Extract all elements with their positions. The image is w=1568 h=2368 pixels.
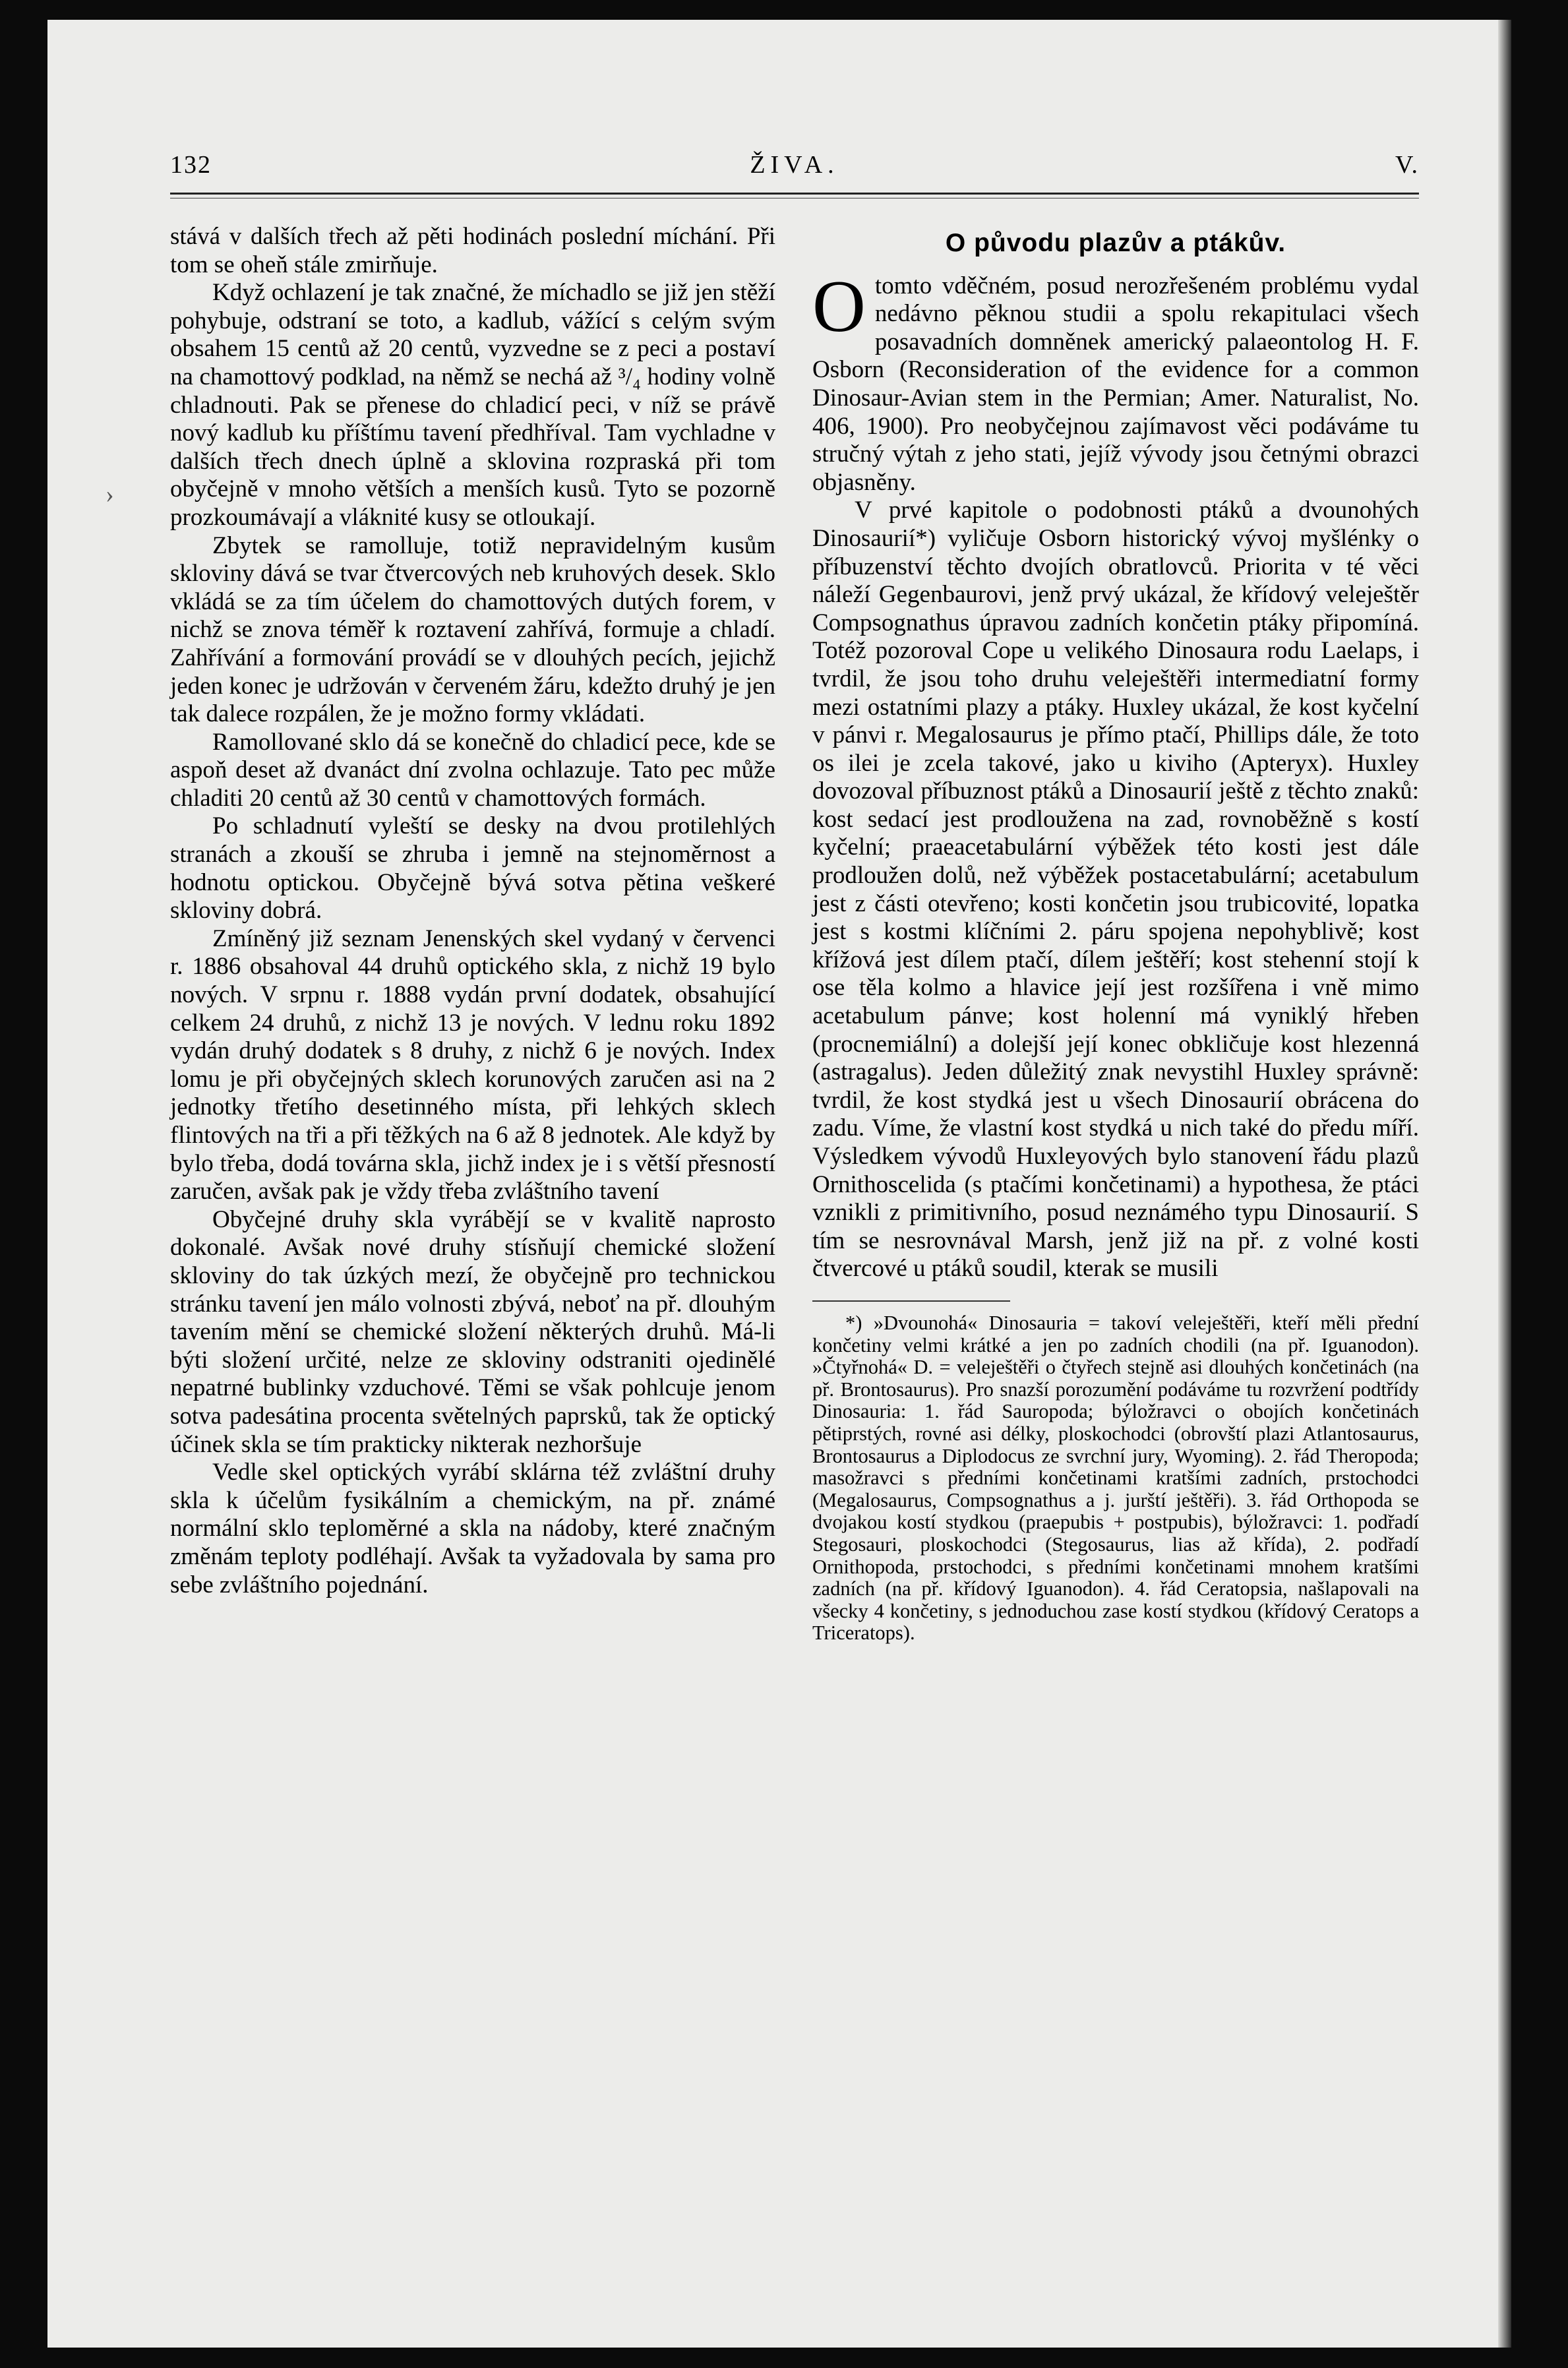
paragraph: Když ochlazení je tak značné, že míchadlo se již jen stěží pohybuje, odstraní se toto, a kadlub, vážící s celým svým obsahem 15 centů až 20 centů, vyzvedne se z peci a postaví na chamottový podklad, na němž se nechá až ³/₄ hodiny volně chladnouti. Pak se přenese do chladicí peci, v níž se právě nový kadlub ku příštímu tavení předhříval. Tam vychladne v dalších třech dnech úplně a sklovina rozpraská při tom obyčejně v mnoho větších a menších kusů. Tyto se pozorně prozkoumávají a vláknité kusy se otloukají. bbox=[170, 279, 775, 531]
footnote bbox=[812, 1312, 1419, 1645]
right-column bbox=[812, 223, 1419, 1645]
margin-mark: › bbox=[106, 481, 114, 508]
paragraph: V prvé kapitole o podobnosti ptáků a dvounohých Dinosaurií*) vyličuje Osborn historický vývoj myšlénky o příbuzenství těchto dvojích obratlovců. Priorita v té věci náleží Gegenbaurovi, jenž prvý ukázal, že křídový veleještěr Compsognathus úpravou zadních končetin ptáky připomíná. Totéž pozoroval Cope u velikého Dinosaura rodu Laelaps, i tvrdil, že jsou toho druhu veleještěři intermediatní formy mezi ostatními plazy a ptáky. Huxley ukázal, že kost kyčelní v pánvi r. Megalosaurus je přímo ptačí, Phillips dále, že toto os ilei je zcela takové, jako u kiviho (Apteryx). Huxley dovozoval příbuznost ptáků a Dinosaurií ještě z těchto znaků: kost sedací jest prodloužena na zad, rovnoběžně s kostí kyčelní; praeacetabulární výběžek této kosti jest dále prodloužen dolů, než výběžek postacetabulární; acetabulum jest z části otevřeno; kosti končetin jsou trubicovité, lopatka jest s kostmi klíčními 2. páru spojena nepohyblivě; kost křížová jest dílem ptačí, dílem ještěří; kost stehenní stojí k ose těla kolmo a hlavice její jest rozšířena i vně mimo acetabulum pánve; kost holenní má vyniklý hřeben (procnemiální) a dolejší její konec obkličuje kost hlezenná (astragalus). Jeden důležitý znak nevystihl Huxley správně: tvrdil, že kost stydká jest u všech Dinosaurií obrácena do zadu. Víme, že vlastní kost stydká u nich také do předu míří. Výsledkem vývodů Huxleyových bylo stanovení řádu plazů Ornithoscelida (s ptačími končetinami) a hypothesa, že ptáci vznikli z primitivního, posud neznámého typu Dinosaurií. S tím se nesrovnával Marsh, jenž již na př. z volné kosti čtvercové u ptáků soudil, kterak se musili bbox=[812, 497, 1419, 1283]
journal-title: ŽIVA. bbox=[750, 151, 839, 179]
drop-cap: O bbox=[812, 265, 866, 348]
header-rule-thick bbox=[170, 193, 1419, 195]
footnote-text: *) »Dvounohá« Dinosauria = takoví veleještěři, kteří měli přední končetiny velmi krátké a jen po zadních chodili (na př. Iguanodon). »Čtyřnohá« D. = veleještěři o čtyřech stejně asi dlouhých končetinách (na př. Brontosaurus). Pro snazší porozumění podáváme tu rozvržení podtřídy Dinosauria: 1. řád Sauropoda; býložravci o obojích končetinách pětiprstých, rovné asi délky, ploskochodci (obrovští plazi Atlantosaurus, Brontosaurus a Diplodocus ze svrchní jury, Wyoming). 2. řád Theropoda; masožravci s předními končetinami kratšími zadních, prstochodci (Megalosaurus, Compsognathus a j. jurští ještěři). 3. řád Orthopoda se dvojakou kostí stydkou (praepubis + postpubis), býložravci: 1. podřadí Stegosauri, ploskochodci (Stegosaurus, lias až křída), 2. podřadí Ornithopoda, prstochodci, s předními končetinami mnohem kratšími zadních (na př. křídový Iguanodon). 4. řád Ceratopsia, našlapovali na všecky 4 končetiny, s jednoduchou zase kostí stydkou (křídový Ceratops a Triceratops). bbox=[812, 1311, 1419, 1645]
paragraph: Obyčejné druhy skla vyrábějí se v kvalitě naprosto dokonalé. Avšak nové druhy stísňují chemické složení skloviny do tak úzkých mezí, že obyčejně pro technickou stránku tavení jen málo volnosti zbývá, neboť na př. dlouhým tavením mění se chemické složení některých druhů. Má-li býti složení určité, nelze ze skloviny odstraniti ojedinělé nepatrné bublinky vzduchové. Těmi se však pohlcuje jenom sotva padesátina procenta světelných paprsků, tak že optický účinek skla se tím prakticky nikterak nezhoršuje bbox=[170, 1205, 775, 1458]
paragraph: Zbytek se ramolluje, totiž nepravidelným kusům skloviny dává se tvar čtvercových neb kruhových desek. Sklo vkládá se za tím účelem do chamottových dutých forem, v nichž se znova téměř k roztavení zahřívá, formuje a chladí. Zahřívání a formování provádí se v dlouhých pecích, jejichž jeden konec je udržován v červeném žáru, kdežto druhý je jen tak dalece rozpálen, že je možno formy vkládati. bbox=[170, 531, 775, 728]
running-header bbox=[170, 146, 1419, 186]
paragraph: Po schladnutí vyleští se desky na dvou protilehlých stranách a zkouší se zhruba i jemně na stejnoměrnost a hodnotu optickou. Obyčejně bývá sotva pětina veškeré skloviny dobrá. bbox=[170, 812, 775, 925]
footnote-divider bbox=[812, 1300, 1010, 1302]
page-number: 132 bbox=[170, 151, 212, 179]
article-title: O původu plazův a ptákův. bbox=[945, 229, 1286, 257]
left-column bbox=[170, 223, 775, 1599]
paragraph: Ramollované sklo dá se konečně do chladicí pece, kde se aspoň deset až dvanáct dní zvolna ochlazuje. Tato pec může chladiti 20 centů až 30 centů v chamottových formách. bbox=[170, 728, 775, 812]
paragraph: tomto vděčném, posud nerozřešeném problému vydal nedávno pěknou studii a spolu rekapitulaci všech posavadních domněnek americký palaeontolog H. F. Osborn (Reconsideration of the evidence for a common Dinosaur-Avian stem in the Permian; Amer. Naturalist, No. 406, 1900). Pro neobyčejnou zajímavost věci podáváme tu stručný výtah z jeho stati, jejíž vývody jsou četnými obrazci objasněny. bbox=[812, 272, 1419, 496]
page-edge-shadow bbox=[1498, 20, 1511, 2348]
volume-number: V. bbox=[1395, 151, 1419, 179]
paragraph: Zmíněný již seznam Jenenských skel vydaný v červenci r. 1886 obsahoval 44 druhů optického skla, z nichž 19 bylo nových. V srpnu r. 1888 vydán první dodatek, obsahující celkem 24 druhů, z nichž 13 je nových. V lednu roku 1892 vydán druhý dodatek s 8 druhy, z nichž 6 je nových. Index lomu je při obyčejných sklech korunových zaručen asi na 2 jednotky třetího desetinného místa, při lehkých sklech flintových na tři a při těžkých na 6 až 8 jednotek. Ale když by bylo třeba, dodá továrna skla, jichž index je i s větší přesností zaručen, avšak pak je vždy třeba zvláštního tavení bbox=[170, 925, 775, 1205]
paragraph: Vedle skel optických vyrábí sklárna též zvláštní druhy skla k účelům fysikálním a chemickým, na př. známé normální sklo teploměrné a skla na nádoby, které značným změnám teploty podléhají. Avšak ta vyžadovala by sama pro sebe zvláštního pojednání. bbox=[170, 1459, 775, 1598]
paragraph: stává v dalších třech až pěti hodinách poslední míchání. Při tom se oheň stále zmirňuje. bbox=[170, 223, 775, 278]
